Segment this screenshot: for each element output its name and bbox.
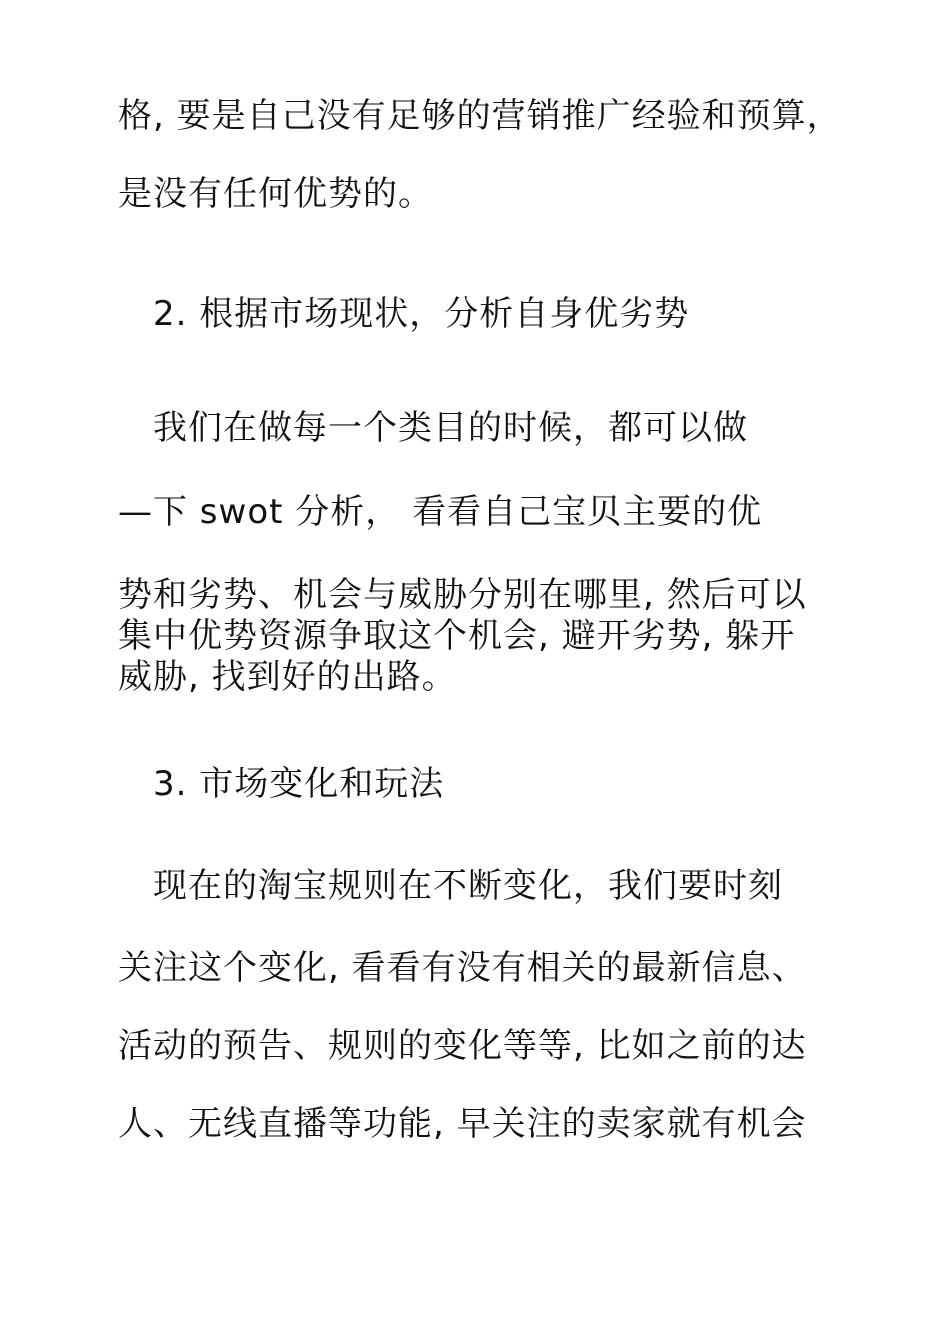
- paragraph-line: 是没有任何优势的。: [118, 174, 433, 214]
- paragraph-line: —下 swot 分析， 看看自己宝贝主要的优: [118, 492, 763, 532]
- paragraph-line: 活动的预告、规则的变化等等, 比如之前的达: [118, 1026, 807, 1066]
- paragraph-line: 威胁, 找到好的出路。: [118, 657, 457, 697]
- paragraph-line: 现在的淘宝规则在不断变化，我们要时刻: [153, 866, 783, 906]
- section-heading: 2. 根据市场现状，分析自身优劣势: [153, 294, 690, 334]
- paragraph-line: 人、无线直播等功能, 早关注的卖家就有机会: [118, 1104, 807, 1144]
- paragraph-line: 我们在做每一个类目的时候，都可以做: [153, 408, 748, 448]
- paragraph-line: 关注这个变化, 看看有没有相关的最新信息、: [118, 948, 807, 988]
- section-heading: 3. 市场变化和玩法: [153, 764, 445, 804]
- paragraph-line: 集中优势资源争取这个机会, 避开劣势, 躲开: [118, 616, 796, 656]
- paragraph-line: 格, 要是自己没有足够的营销推广经验和预算，: [118, 96, 842, 136]
- paragraph-line: 势和劣势、机会与威胁分别在哪里, 然后可以: [118, 575, 807, 615]
